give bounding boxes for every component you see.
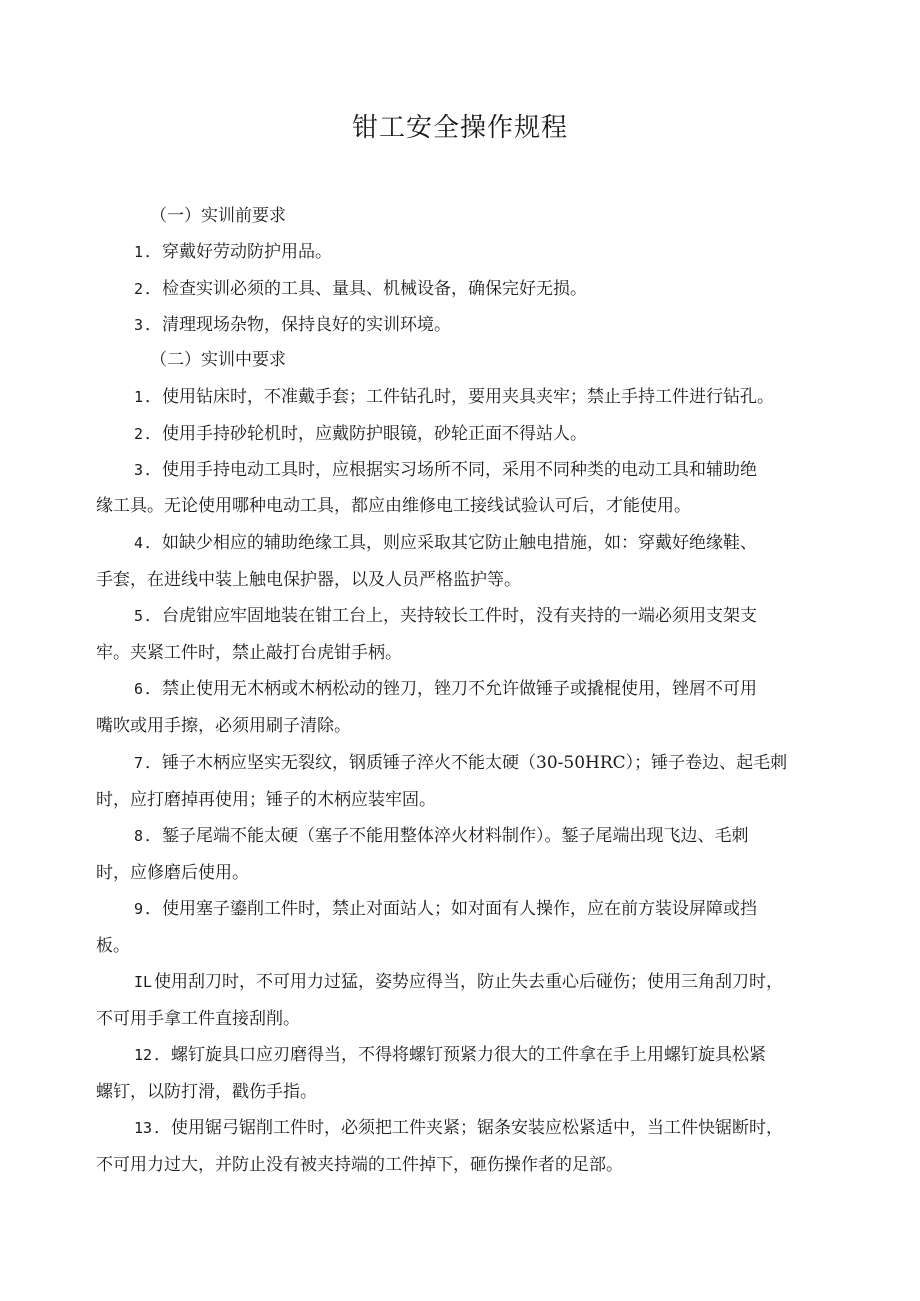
section-heading: （二）实训中要求 [150,350,286,370]
list-item [134,422,874,446]
item-continuation: 牢。夹紧工件时，禁止敲打台虎钳手柄。 [96,643,402,663]
item-number: 9 [134,900,144,918]
list-item [134,277,874,301]
item-text: ．检查实训必须的工具、量具、机械设备，确保完好无损。 [145,279,588,299]
item-text: ．使用塞子鎏削工件时，禁止对面站人；如对面有人操作，应在前方装设屏障或挡 [145,899,758,919]
document-title: 钳工安全操作规程 [351,113,568,143]
list-item [134,313,874,337]
list-item [134,385,874,409]
item-text: 使用刮刀时，不可用力过猛，姿势应得当，防止失去重心后碰伤；使用三角刮刀时， [154,972,784,992]
item-number: 13 [134,1119,153,1137]
list-item [134,897,874,921]
item-continuation: 板。 [96,936,130,956]
item-text: ．使用锯弓锯削工件时，必须把工件夹紧；锯条安装应松紧适中，当工件快锯断时， [154,1118,784,1138]
item-continuation: 不可用力过大，并防止没有被夹持端的工件掉下，砸伤操作者的足部。 [96,1155,623,1175]
list-item [134,677,874,701]
item-continuation: 螺钉，以防打滑，戳伤手指。 [96,1082,317,1102]
item-continuation: 缘工具。无论使用哪种电动工具，都应由维修电工接线试验认可后，才能使用。 [96,496,691,516]
item-number: 12 [134,1046,153,1064]
item-number: 1 [134,388,144,406]
list-item [134,970,874,994]
item-number: 2 [134,280,144,298]
item-number: 5 [134,607,144,625]
item-continuation: 嘴吹或用手擦，必须用刷子清除。 [96,716,351,736]
item-text: ．清理现场杂物，保持良好的实训环境。 [145,315,452,335]
item-continuation: 不可用手拿工件直接刮削。 [96,1009,300,1029]
list-item [134,824,874,848]
item-number: 6 [134,680,144,698]
list-item [134,1116,874,1140]
item-continuation: 时，应修磨后使用。 [96,863,249,883]
item-number: 3 [134,461,144,479]
list-item [134,604,874,628]
item-number: 1 [134,243,144,261]
item-text: ．锤子木柄应坚实无裂纹，钢质锤子淬火不能太硬（30-50HRC）；锤子卷边、起毛刺 [145,753,788,773]
item-number: IL [134,973,153,991]
item-number: 7 [134,754,144,772]
item-text: ．錾子尾端不能太硬（塞子不能用整体淬火材料制作）。錾子尾端出现飞边、毛刺 [145,826,749,846]
item-text: ．螺钉旋具口应刃磨得当，不得将螺钉预紧力很大的工件拿在手上用螺钉旋具松紧 [154,1045,767,1065]
list-item [134,458,874,482]
item-number: 8 [134,827,144,845]
item-number: 4 [134,534,144,552]
item-text: ．使用手持砂轮机时，应戴防护眼镜，砂轮正面不得站人。 [145,424,588,444]
item-text: ．穿戴好劳动防护用品。 [145,242,333,262]
item-text: ．禁止使用无木柄或木柄松动的锉刀，锉刀不允许做锤子或撬棍使用，锉屑不可用 [145,679,758,699]
item-number: 2 [134,425,144,443]
list-item [134,531,874,555]
list-item [134,240,874,264]
list-item [134,751,874,775]
item-continuation: 手套，在进线中装上触电保护器，以及人员严格监护等。 [96,570,521,590]
list-item [134,1043,874,1067]
item-text: ．如缺少相应的辅助绝缘工具，则应采取其它防止触电措施，如：穿戴好绝缘鞋、 [145,533,758,553]
item-text: ．台虎钳应牢固地装在钳工台上，夹持较长工件时，没有夹持的一端必须用支架支 [145,606,758,626]
section-heading: （一）实训前要求 [150,206,286,226]
item-continuation: 时，应打磨掉再使用；锤子的木柄应装牢固。 [96,790,436,810]
item-number: 3 [134,316,144,334]
item-text: ．使用手持电动工具时，应根据实习场所不同，采用不同种类的电动工具和辅助绝 [145,460,758,480]
item-text: ．使用钻床时，不准戴手套；工件钻孔时，要用夹具夹牢；禁止手持工件进行钻孔。 [145,387,775,407]
